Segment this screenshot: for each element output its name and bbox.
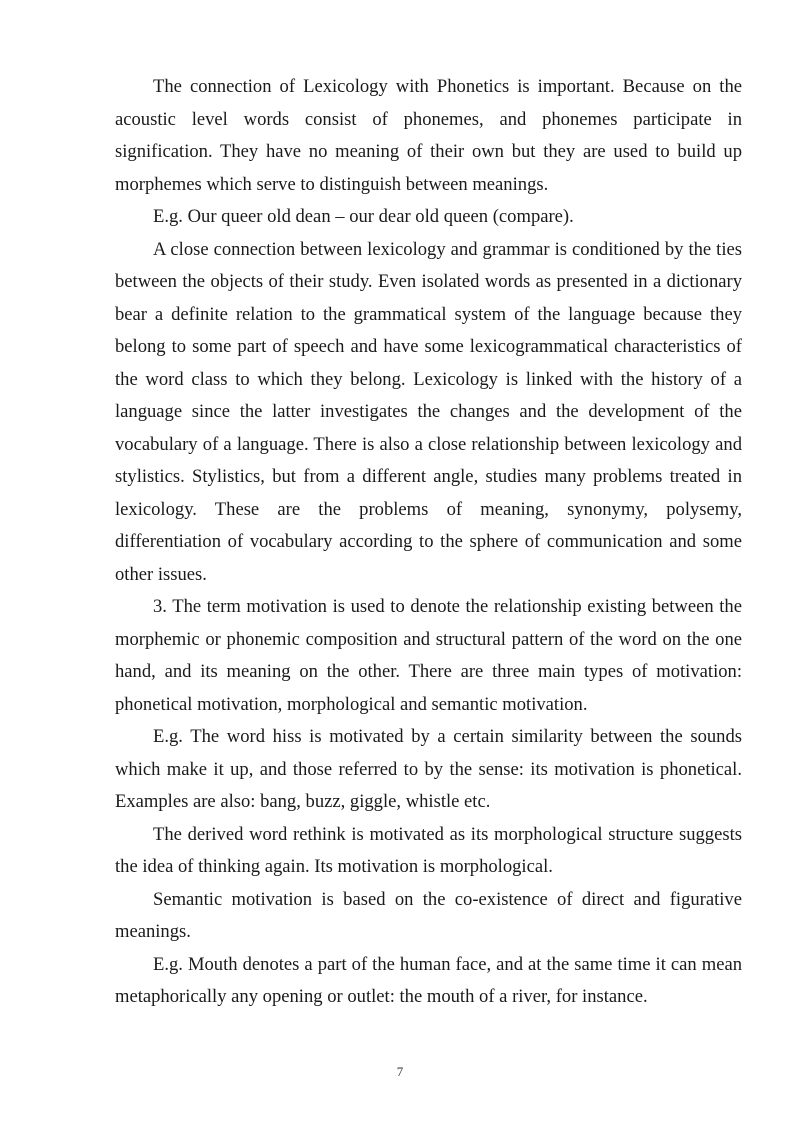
paragraph-example-queer-dean: E.g. Our queer old dean – our dear old queen (compare). (153, 206, 574, 227)
paragraph-example-hiss: E.g. The word hiss is motivated by a certain similarity between the sounds which make it up, and those referred to by the sense: its motivation is phonetical. Examples are also: bang, buzz, giggle, whistle etc. (115, 726, 742, 812)
document-body (115, 71, 742, 1014)
paragraph-rethink: The derived word rethink is motivated as its morphological structure suggests the idea of thinking again. Its motivation is morphological. (115, 823, 742, 877)
paragraph-grammar: A close connection between lexicology and grammar is conditioned by the ties between the objects of their study. Even isolated words as presented in a dictionary bear a definite relation to the grammatical system of the language because they belong to some part of speech and have some lexicogrammatical characteristics of the word class to which they belong. Lexicology is linked with the history of a language since the latter investigates the changes and the development of the vocabulary of a language. There is also a close relationship between lexicology and stylistics. Stylistics, but from a different angle, studies many problems treated in lexicology. These are the problems of meaning, synonymy, polysemy, differentiation of vocabulary according to the sphere of communication and some other issues. (115, 238, 742, 585)
paragraph-example-mouth: E.g. Mouth denotes a part of the human face, and at the same time it can mean metaphorically any opening or outlet: the mouth of a river, for instance. (115, 953, 742, 1007)
paragraph-motivation: 3. The term motivation is used to denote the relationship existing between the morphemic or phonemic composition and structural pattern of the word on the one hand, and its meaning on the other. There are three main types of motivation: phonetical motivation, morphological and semantic motivation. (115, 596, 742, 715)
page-number: 7 (396, 1064, 404, 1079)
paragraph-semantic-motivation: Semantic motivation is based on the co-existence of direct and figurative meanings. (115, 888, 742, 942)
paragraph-phonetics: The connection of Lexicology with Phonetics is important. Because on the acoustic level words consist of phonemes, and phonemes participate in signification. They have no meaning of their own but they are used to build up morphemes which serve to distinguish between meanings. (115, 76, 742, 195)
